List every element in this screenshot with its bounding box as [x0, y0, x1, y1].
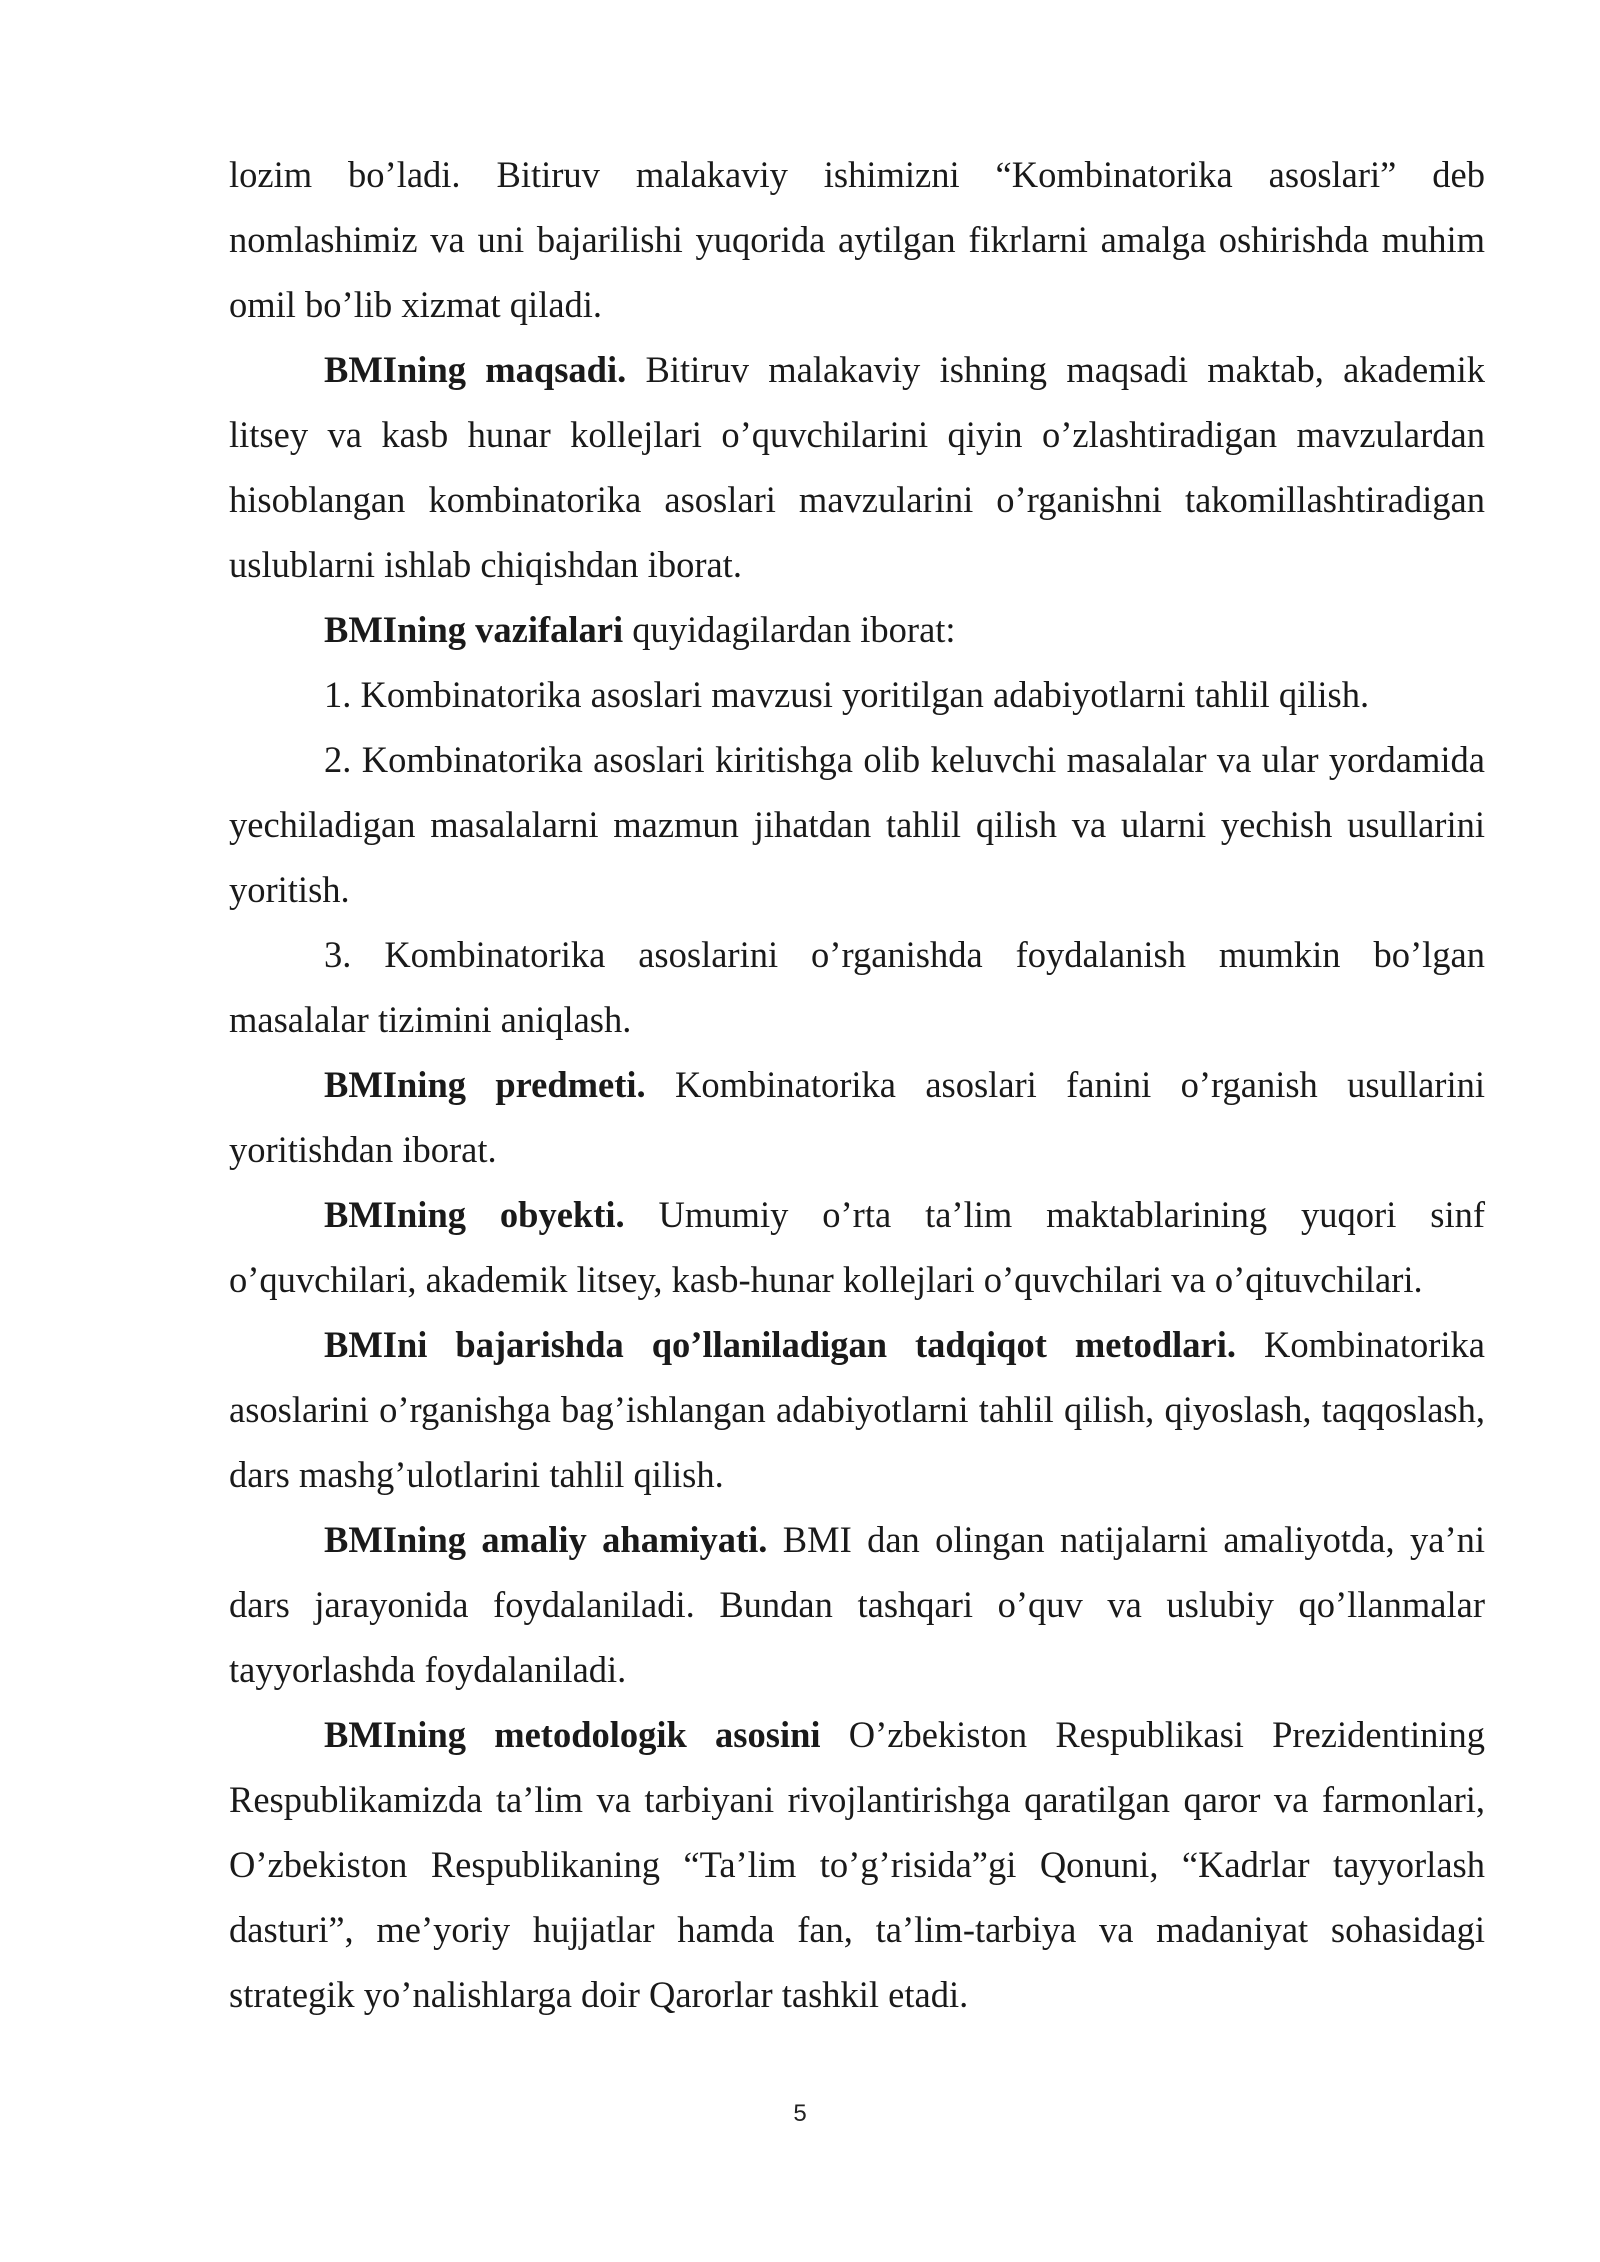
paragraph-heading: BMIning predmeti.	[324, 1064, 646, 1105]
paragraph-text: lozim bo’ladi. Bitiruv malakaviy ishimizni “Kombinatorika asoslari” deb nomlashimiz va uni bajarilishi yuqorida aytilgan fikrlarni amalga oshirishda muhim omil bo’lib xizmat qiladi.	[229, 154, 1485, 325]
paragraph-heading: BMIning maqsadi.	[324, 349, 627, 390]
paragraph-maqsadi	[229, 337, 1485, 597]
list-item-1	[229, 662, 1485, 727]
paragraph-metodologik-asosi	[229, 1702, 1485, 2027]
paragraph-heading: BMIning obyekti.	[324, 1194, 625, 1235]
document-page	[229, 142, 1485, 2027]
paragraph-text: Kombinatorika asoslarini o’rganishga bag’ishlangan adabiyotlarni tahlil qilish, qiyoslash, taqqoslash, dars mashg’ulotlarini tahlil qilish.	[229, 1324, 1485, 1495]
list-item-text: 3. Kombinatorika asoslarini o’rganishda foydalanish mumkin bo’lgan masalalar tizimini aniqlash.	[229, 934, 1485, 1040]
paragraph-vazifalari	[229, 597, 1485, 662]
list-item-2	[229, 727, 1485, 922]
paragraph-heading: BMIning metodologik asosini	[324, 1714, 821, 1755]
paragraph-amaliy-ahamiyati	[229, 1507, 1485, 1702]
paragraph-obyekti	[229, 1182, 1485, 1312]
paragraph-text: Kombinatorika asoslari fanini o’rganish usullarini yoritishdan iborat.	[229, 1064, 1485, 1170]
paragraph-text: quyidagilardan iborat:	[623, 609, 956, 650]
paragraph-text: Umumiy o’rta ta’lim maktablarining yuqori sinf o’quvchilari, akademik litsey, kasb-hunar kollejlari o’quvchilari va o’qituvchilari.	[229, 1194, 1486, 1300]
paragraph-text: Bitiruv malakaviy ishning maqsadi maktab, akademik litsey va kasb hunar kollejlari o’quvchilarini qiyin o’zlashtiradigan mavzulardan hisoblangan kombinatorika asoslari mavzularini o’rganishni takomillashtiradigan uslublarni ishlab chiqishdan iborat.	[229, 349, 1486, 585]
list-item-text: 1. Kombinatorika asoslari mavzusi yoritilgan adabiyotlarni tahlil qilish.	[324, 674, 1370, 715]
paragraph-heading: BMIning amaliy ahamiyati.	[324, 1519, 768, 1560]
paragraph-metodlari	[229, 1312, 1485, 1507]
paragraph-predmeti	[229, 1052, 1485, 1182]
page-number: 5	[793, 2100, 807, 2127]
list-item-3	[229, 922, 1485, 1052]
paragraph-heading: BMIning vazifalari	[324, 609, 624, 650]
paragraph-text: O’zbekiston Respublikasi Prezidentining Respublikamizda ta’lim va tarbiyani rivojlantirishga qaratilgan qaror va farmonlari, O’zbekiston Respublikaning “Ta’lim to’g’risida”gi Qonuni, “Kadrlar tayyorlash dasturi”, me’yoriy hujjatlar hamda fan, ta’lim-tarbiya va madaniyat sohasidagi strategik yo’nalishlarga doir Qarorlar tashkil etadi.	[229, 1714, 1485, 2015]
paragraph-heading: BMIni bajarishda qo’llaniladigan tadqiqot metodlari.	[324, 1324, 1237, 1365]
paragraph-intro-continuation	[229, 142, 1485, 337]
paragraph-text: BMI dan olingan natijalarni amaliyotda, ya’ni dars jarayonida foydalaniladi. Bundan tashqari o’quv va uslubiy qo’llanmalar tayyorlashda foydalaniladi.	[229, 1519, 1485, 1690]
list-item-text: 2. Kombinatorika asoslari kiritishga olib keluvchi masalalar va ular yordamida yechiladigan masalalarni mazmun jihatdan tahlil qilish va ularni yechish usullarini yoritish.	[229, 739, 1485, 910]
